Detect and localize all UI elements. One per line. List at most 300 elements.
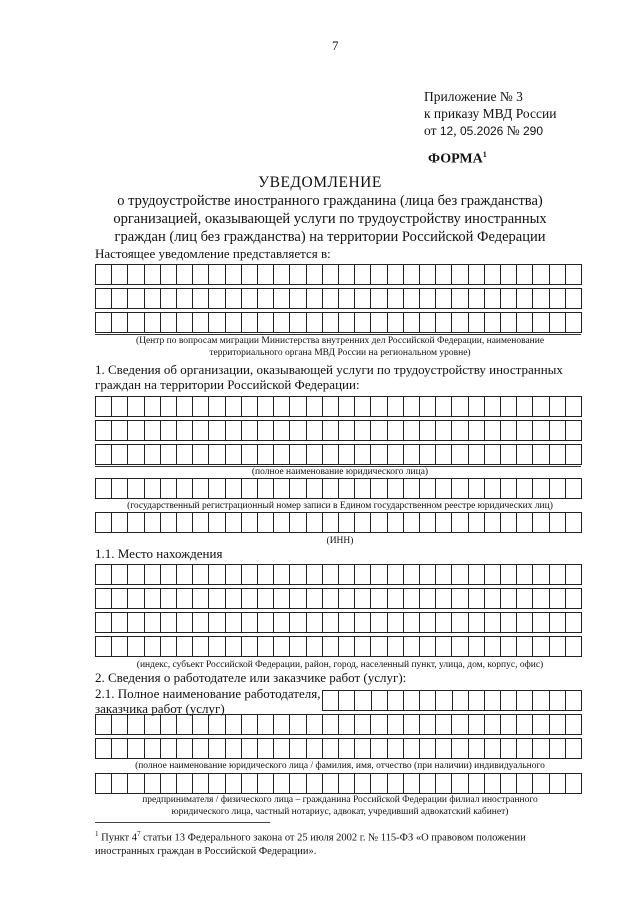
grid-cell[interactable] (550, 588, 566, 609)
grid-cell[interactable] (420, 420, 436, 441)
grid-cell[interactable] (371, 420, 387, 441)
grid-cell[interactable] (355, 773, 371, 794)
grid-cell[interactable] (355, 738, 371, 759)
grid-cell[interactable] (485, 478, 501, 499)
grid-cell[interactable] (112, 420, 128, 441)
grid-cell[interactable] (145, 396, 161, 417)
grid-cell[interactable] (307, 478, 323, 499)
grid-cell[interactable] (307, 738, 323, 759)
grid-cell[interactable] (550, 714, 566, 735)
grid-cell[interactable] (469, 564, 485, 585)
grid-cell[interactable] (566, 512, 582, 533)
grid-cell[interactable] (226, 288, 242, 309)
grid-cell[interactable] (533, 512, 549, 533)
grid-cell[interactable] (323, 288, 339, 309)
grid-cell[interactable] (307, 264, 323, 285)
grid-cell[interactable] (388, 264, 404, 285)
grid-cell[interactable] (550, 420, 566, 441)
grid-cell[interactable] (533, 636, 549, 657)
grid-cell[interactable] (161, 288, 177, 309)
grid-cell[interactable] (226, 420, 242, 441)
grid-cell[interactable] (112, 773, 128, 794)
grid-cell[interactable] (290, 312, 306, 333)
grid-cell[interactable] (339, 738, 355, 759)
grid-cell[interactable] (388, 588, 404, 609)
grid-cell[interactable] (469, 636, 485, 657)
grid-cell[interactable] (420, 512, 436, 533)
grid-cell[interactable] (323, 588, 339, 609)
grid-cell[interactable] (307, 636, 323, 657)
grid-cell[interactable] (242, 612, 258, 633)
grid-cell[interactable] (355, 564, 371, 585)
grid-cell[interactable] (258, 612, 274, 633)
grid-cell[interactable] (226, 738, 242, 759)
grid-cell[interactable] (112, 714, 128, 735)
grid-cell[interactable] (112, 738, 128, 759)
grid-cell[interactable] (290, 714, 306, 735)
grid-cell[interactable] (533, 444, 549, 465)
grid-cell[interactable] (177, 636, 193, 657)
grid-cell[interactable] (274, 588, 290, 609)
grid-cell[interactable] (290, 396, 306, 417)
grid-cell[interactable] (404, 288, 420, 309)
grid-cell[interactable] (226, 312, 242, 333)
org-name-grid-row-3[interactable] (95, 444, 582, 465)
grid-cell[interactable] (226, 444, 242, 465)
grid-cell[interactable] (339, 564, 355, 585)
grid-cell[interactable] (96, 420, 112, 441)
grid-cell[interactable] (112, 564, 128, 585)
grid-cell[interactable] (566, 444, 582, 465)
grid-cell[interactable] (501, 773, 517, 794)
grid-cell[interactable] (501, 738, 517, 759)
grid-cell[interactable] (404, 738, 420, 759)
recipient-grid-row-3[interactable] (95, 312, 582, 333)
grid-cell[interactable] (274, 478, 290, 499)
grid-cell[interactable] (388, 714, 404, 735)
grid-cell[interactable] (404, 588, 420, 609)
grid-cell[interactable] (96, 714, 112, 735)
grid-cell[interactable] (452, 396, 468, 417)
grid-cell[interactable] (145, 264, 161, 285)
grid-cell[interactable] (209, 512, 225, 533)
grid-cell[interactable] (274, 444, 290, 465)
grid-cell[interactable] (226, 264, 242, 285)
grid-cell[interactable] (274, 773, 290, 794)
grid-cell[interactable] (112, 512, 128, 533)
grid-cell[interactable] (145, 588, 161, 609)
grid-cell[interactable] (242, 564, 258, 585)
grid-cell[interactable] (566, 714, 582, 735)
grid-cell[interactable] (469, 444, 485, 465)
grid-cell[interactable] (404, 396, 420, 417)
grid-cell[interactable] (550, 396, 566, 417)
grid-cell[interactable] (501, 444, 517, 465)
grid-cell[interactable] (550, 264, 566, 285)
grid-cell[interactable] (226, 714, 242, 735)
grid-cell[interactable] (566, 564, 582, 585)
grid-cell[interactable] (112, 264, 128, 285)
grid-cell[interactable] (177, 773, 193, 794)
grid-cell[interactable] (517, 738, 533, 759)
grid-cell[interactable] (339, 512, 355, 533)
grid-cell[interactable] (371, 512, 387, 533)
grid-cell[interactable] (209, 738, 225, 759)
grid-cell[interactable] (258, 396, 274, 417)
grid-cell[interactable] (274, 312, 290, 333)
grid-cell[interactable] (177, 420, 193, 441)
grid-cell[interactable] (469, 612, 485, 633)
grid-cell[interactable] (485, 588, 501, 609)
grid-cell[interactable] (550, 738, 566, 759)
grid-cell[interactable] (404, 690, 420, 711)
grid-cell[interactable] (209, 612, 225, 633)
grid-cell[interactable] (452, 738, 468, 759)
employer-grid-row-3[interactable] (95, 738, 582, 759)
grid-cell[interactable] (452, 420, 468, 441)
grid-cell[interactable] (436, 690, 452, 711)
grid-cell[interactable] (193, 288, 209, 309)
grid-cell[interactable] (436, 738, 452, 759)
grid-cell[interactable] (193, 564, 209, 585)
grid-cell[interactable] (485, 512, 501, 533)
grid-cell[interactable] (145, 738, 161, 759)
grid-cell[interactable] (128, 714, 144, 735)
grid-cell[interactable] (209, 564, 225, 585)
grid-cell[interactable] (307, 564, 323, 585)
grid-cell[interactable] (307, 312, 323, 333)
grid-cell[interactable] (469, 588, 485, 609)
grid-cell[interactable] (388, 512, 404, 533)
grid-cell[interactable] (209, 444, 225, 465)
org-name-grid-row-1[interactable] (95, 396, 582, 417)
grid-cell[interactable] (501, 690, 517, 711)
grid-cell[interactable] (469, 396, 485, 417)
grid-cell[interactable] (145, 512, 161, 533)
grid-cell[interactable] (177, 312, 193, 333)
grid-cell[interactable] (436, 264, 452, 285)
grid-cell[interactable] (469, 690, 485, 711)
grid-cell[interactable] (274, 512, 290, 533)
grid-cell[interactable] (517, 690, 533, 711)
grid-cell[interactable] (258, 564, 274, 585)
grid-cell[interactable] (388, 312, 404, 333)
grid-cell[interactable] (388, 288, 404, 309)
grid-cell[interactable] (469, 738, 485, 759)
grid-cell[interactable] (566, 588, 582, 609)
grid-cell[interactable] (323, 773, 339, 794)
grid-cell[interactable] (517, 588, 533, 609)
grid-cell[interactable] (242, 512, 258, 533)
grid-cell[interactable] (469, 512, 485, 533)
grid-cell[interactable] (388, 478, 404, 499)
grid-cell[interactable] (436, 478, 452, 499)
grid-cell[interactable] (307, 714, 323, 735)
grid-cell[interactable] (339, 420, 355, 441)
grid-cell[interactable] (161, 512, 177, 533)
grid-cell[interactable] (323, 738, 339, 759)
grid-cell[interactable] (517, 612, 533, 633)
grid-cell[interactable] (533, 773, 549, 794)
grid-cell[interactable] (242, 444, 258, 465)
grid-cell[interactable] (550, 564, 566, 585)
grid-cell[interactable] (485, 288, 501, 309)
grid-cell[interactable] (161, 612, 177, 633)
grid-cell[interactable] (96, 564, 112, 585)
grid-cell[interactable] (290, 612, 306, 633)
grid-cell[interactable] (128, 612, 144, 633)
grid-cell[interactable] (517, 773, 533, 794)
grid-cell[interactable] (485, 773, 501, 794)
grid-cell[interactable] (242, 396, 258, 417)
grid-cell[interactable] (339, 478, 355, 499)
employer-grid-row-1[interactable] (322, 690, 582, 711)
grid-cell[interactable] (420, 588, 436, 609)
grid-cell[interactable] (274, 420, 290, 441)
grid-cell[interactable] (226, 512, 242, 533)
grid-cell[interactable] (258, 636, 274, 657)
grid-cell[interactable] (404, 264, 420, 285)
grid-cell[interactable] (112, 588, 128, 609)
grid-cell[interactable] (517, 420, 533, 441)
grid-cell[interactable] (452, 564, 468, 585)
grid-cell[interactable] (452, 588, 468, 609)
grid-cell[interactable] (145, 444, 161, 465)
grid-cell[interactable] (323, 478, 339, 499)
grid-cell[interactable] (566, 612, 582, 633)
grid-cell[interactable] (566, 738, 582, 759)
grid-cell[interactable] (242, 420, 258, 441)
grid-cell[interactable] (517, 478, 533, 499)
grid-cell[interactable] (339, 773, 355, 794)
grid-cell[interactable] (242, 264, 258, 285)
grid-cell[interactable] (290, 588, 306, 609)
grid-cell[interactable] (323, 714, 339, 735)
grid-cell[interactable] (452, 612, 468, 633)
grid-cell[interactable] (193, 612, 209, 633)
grid-cell[interactable] (388, 444, 404, 465)
grid-cell[interactable] (242, 773, 258, 794)
grid-cell[interactable] (193, 738, 209, 759)
grid-cell[interactable] (307, 444, 323, 465)
grid-cell[interactable] (177, 288, 193, 309)
grid-cell[interactable] (404, 612, 420, 633)
grid-cell[interactable] (128, 420, 144, 441)
grid-cell[interactable] (436, 312, 452, 333)
grid-cell[interactable] (112, 636, 128, 657)
grid-cell[interactable] (533, 420, 549, 441)
grid-cell[interactable] (550, 773, 566, 794)
grid-cell[interactable] (388, 420, 404, 441)
grid-cell[interactable] (274, 612, 290, 633)
grid-cell[interactable] (550, 512, 566, 533)
grid-cell[interactable] (550, 612, 566, 633)
grid-cell[interactable] (501, 512, 517, 533)
grid-cell[interactable] (323, 690, 339, 711)
grid-cell[interactable] (323, 420, 339, 441)
grid-cell[interactable] (517, 396, 533, 417)
grid-cell[interactable] (517, 264, 533, 285)
grid-cell[interactable] (193, 714, 209, 735)
grid-cell[interactable] (307, 288, 323, 309)
grid-cell[interactable] (371, 738, 387, 759)
grid-cell[interactable] (339, 444, 355, 465)
address-grid-row-3[interactable] (95, 612, 582, 633)
grid-cell[interactable] (290, 420, 306, 441)
grid-cell[interactable] (290, 564, 306, 585)
grid-cell[interactable] (485, 444, 501, 465)
grid-cell[interactable] (550, 444, 566, 465)
grid-cell[interactable] (371, 636, 387, 657)
grid-cell[interactable] (371, 612, 387, 633)
grid-cell[interactable] (177, 264, 193, 285)
grid-cell[interactable] (436, 564, 452, 585)
grid-cell[interactable] (485, 714, 501, 735)
grid-cell[interactable] (469, 264, 485, 285)
grid-cell[interactable] (452, 714, 468, 735)
grid-cell[interactable] (161, 396, 177, 417)
grid-cell[interactable] (469, 312, 485, 333)
grid-cell[interactable] (420, 714, 436, 735)
grid-cell[interactable] (566, 396, 582, 417)
grid-cell[interactable] (177, 612, 193, 633)
grid-cell[interactable] (128, 396, 144, 417)
grid-cell[interactable] (339, 264, 355, 285)
grid-cell[interactable] (161, 478, 177, 499)
grid-cell[interactable] (128, 478, 144, 499)
grid-cell[interactable] (96, 738, 112, 759)
grid-cell[interactable] (145, 612, 161, 633)
grid-cell[interactable] (533, 738, 549, 759)
ogrn-grid[interactable] (95, 478, 582, 499)
grid-cell[interactable] (501, 636, 517, 657)
grid-cell[interactable] (355, 588, 371, 609)
grid-cell[interactable] (388, 773, 404, 794)
grid-cell[interactable] (533, 396, 549, 417)
grid-cell[interactable] (436, 636, 452, 657)
grid-cell[interactable] (274, 288, 290, 309)
grid-cell[interactable] (128, 564, 144, 585)
grid-cell[interactable] (323, 444, 339, 465)
grid-cell[interactable] (258, 512, 274, 533)
grid-cell[interactable] (193, 478, 209, 499)
grid-cell[interactable] (161, 264, 177, 285)
grid-cell[interactable] (258, 288, 274, 309)
grid-cell[interactable] (404, 714, 420, 735)
grid-cell[interactable] (371, 444, 387, 465)
grid-cell[interactable] (355, 288, 371, 309)
grid-cell[interactable] (145, 636, 161, 657)
grid-cell[interactable] (355, 512, 371, 533)
grid-cell[interactable] (371, 714, 387, 735)
grid-cell[interactable] (177, 714, 193, 735)
grid-cell[interactable] (307, 773, 323, 794)
grid-cell[interactable] (274, 396, 290, 417)
grid-cell[interactable] (226, 636, 242, 657)
grid-cell[interactable] (501, 264, 517, 285)
grid-cell[interactable] (550, 478, 566, 499)
grid-cell[interactable] (193, 312, 209, 333)
grid-cell[interactable] (501, 420, 517, 441)
grid-cell[interactable] (145, 288, 161, 309)
grid-cell[interactable] (485, 738, 501, 759)
grid-cell[interactable] (193, 773, 209, 794)
grid-cell[interactable] (388, 564, 404, 585)
grid-cell[interactable] (112, 444, 128, 465)
address-grid-row-2[interactable] (95, 588, 582, 609)
grid-cell[interactable] (533, 288, 549, 309)
grid-cell[interactable] (469, 714, 485, 735)
grid-cell[interactable] (307, 588, 323, 609)
grid-cell[interactable] (452, 773, 468, 794)
grid-cell[interactable] (533, 690, 549, 711)
grid-cell[interactable] (420, 288, 436, 309)
grid-cell[interactable] (566, 773, 582, 794)
grid-cell[interactable] (323, 264, 339, 285)
grid-cell[interactable] (290, 288, 306, 309)
address-grid-row-4[interactable] (95, 636, 582, 657)
grid-cell[interactable] (209, 478, 225, 499)
grid-cell[interactable] (420, 612, 436, 633)
grid-cell[interactable] (193, 444, 209, 465)
grid-cell[interactable] (566, 636, 582, 657)
grid-cell[interactable] (404, 420, 420, 441)
grid-cell[interactable] (209, 264, 225, 285)
grid-cell[interactable] (323, 312, 339, 333)
grid-cell[interactable] (274, 738, 290, 759)
grid-cell[interactable] (566, 288, 582, 309)
grid-cell[interactable] (290, 264, 306, 285)
grid-cell[interactable] (485, 264, 501, 285)
grid-cell[interactable] (355, 420, 371, 441)
grid-cell[interactable] (145, 714, 161, 735)
grid-cell[interactable] (420, 738, 436, 759)
grid-cell[interactable] (355, 714, 371, 735)
grid-cell[interactable] (128, 288, 144, 309)
grid-cell[interactable] (258, 773, 274, 794)
grid-cell[interactable] (566, 478, 582, 499)
grid-cell[interactable] (533, 588, 549, 609)
grid-cell[interactable] (161, 588, 177, 609)
grid-cell[interactable] (355, 690, 371, 711)
grid-cell[interactable] (128, 773, 144, 794)
grid-cell[interactable] (177, 444, 193, 465)
grid-cell[interactable] (404, 636, 420, 657)
grid-cell[interactable] (566, 420, 582, 441)
grid-cell[interactable] (371, 312, 387, 333)
grid-cell[interactable] (371, 588, 387, 609)
grid-cell[interactable] (517, 288, 533, 309)
grid-cell[interactable] (469, 773, 485, 794)
grid-cell[interactable] (517, 636, 533, 657)
grid-cell[interactable] (420, 636, 436, 657)
grid-cell[interactable] (177, 478, 193, 499)
employer-grid-row-4[interactable] (95, 773, 582, 794)
grid-cell[interactable] (355, 444, 371, 465)
grid-cell[interactable] (436, 773, 452, 794)
recipient-grid-row-1[interactable] (95, 264, 582, 285)
grid-cell[interactable] (209, 312, 225, 333)
grid-cell[interactable] (307, 420, 323, 441)
grid-cell[interactable] (355, 264, 371, 285)
grid-cell[interactable] (355, 478, 371, 499)
grid-cell[interactable] (533, 312, 549, 333)
grid-cell[interactable] (388, 396, 404, 417)
grid-cell[interactable] (501, 396, 517, 417)
grid-cell[interactable] (469, 288, 485, 309)
grid-cell[interactable] (452, 512, 468, 533)
grid-cell[interactable] (420, 478, 436, 499)
